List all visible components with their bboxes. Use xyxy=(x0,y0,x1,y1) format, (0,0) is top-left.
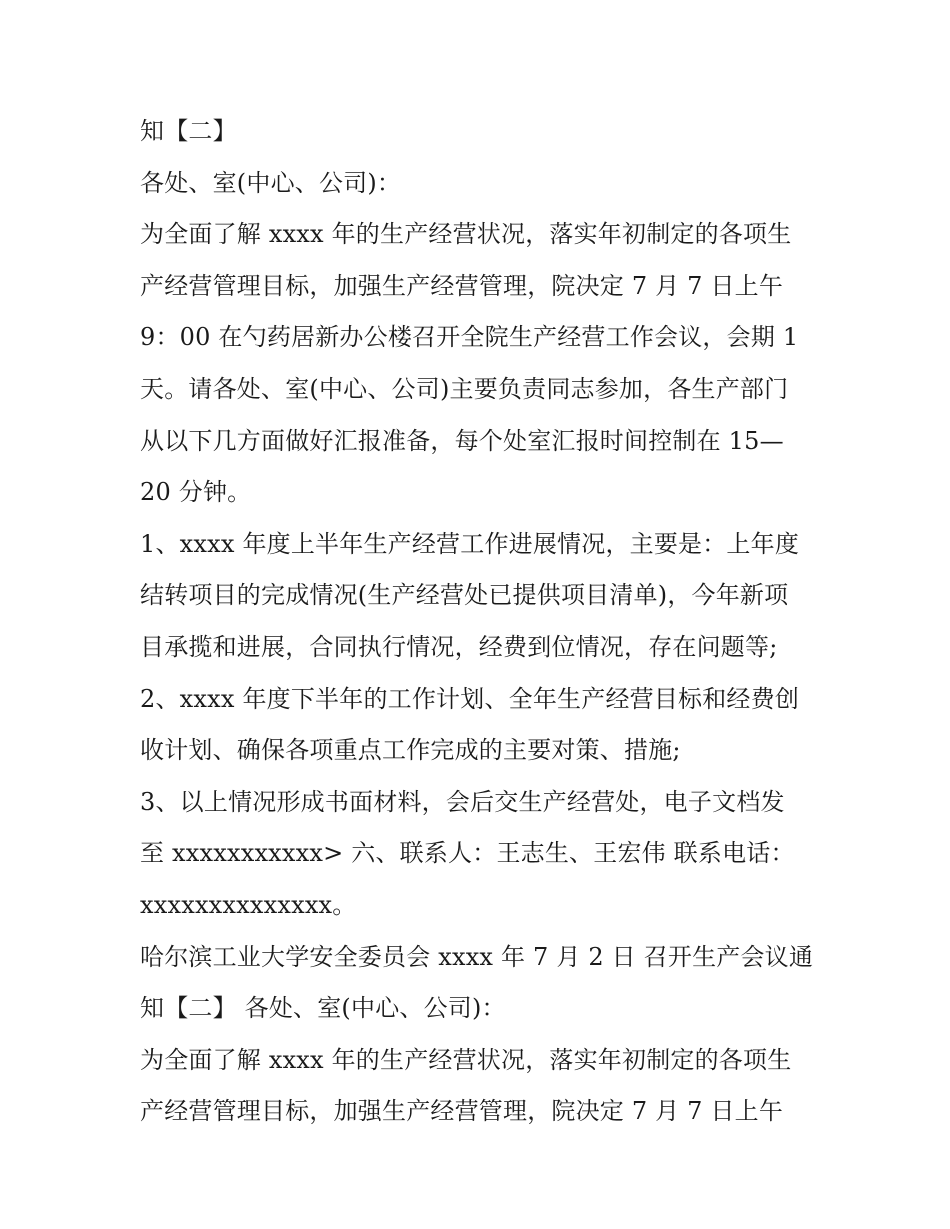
text-line: 为全面了解 xxxx 年的生产经营状况，落实年初制定的各项生 xyxy=(140,220,792,249)
text-line: 至 xxxxxxxxxxx> 六、联系人：王志生、王宏伟 联系电话： xyxy=(140,839,795,868)
text-line: 结转项目的完成情况(生产经营处已提供项目清单)，今年新项 xyxy=(140,581,789,610)
document-body xyxy=(140,106,820,1138)
text-line: 天。请各处、室(中心、公司)主要负责同志参加，各生产部门 xyxy=(140,374,789,403)
text-line: 目承揽和进展，合同执行情况，经费到位情况，存在问题等; xyxy=(140,632,778,661)
text-line: 20 分钟。 xyxy=(140,478,252,507)
text-line: 1、xxxx 年度上半年生产经营工作进展情况，主要是：上年度 xyxy=(140,529,800,558)
text-line: xxxxxxxxxxxxxx。 xyxy=(140,890,357,919)
text-line: 知【二】 各处、室(中心、公司)： xyxy=(140,994,506,1023)
text-line: 为全面了解 xxxx 年的生产经营状况，落实年初制定的各项生 xyxy=(140,1045,792,1074)
text-line: 各处、室(中心、公司)： xyxy=(140,168,402,197)
text-line: 知【二】 xyxy=(140,117,237,145)
text-line: 产经营管理目标，加强生产经营管理，院决定 7 月 7 日上午 xyxy=(140,1097,784,1126)
text-line: 3、以上情况形成书面材料，会后交生产经营处，电子文档发 xyxy=(140,787,785,816)
text-line: 哈尔滨工业大学安全委员会 xxxx 年 7 月 2 日 召开生产会议通 xyxy=(140,942,814,971)
text-line: 收计划、确保各项重点工作完成的主要对策、措施; xyxy=(140,736,681,765)
text-line: 9：00 在勺药居新办公楼召开全院生产经营工作会议，会期 1 xyxy=(140,323,799,352)
text-line: 产经营管理目标，加强生产经营管理，院决定 7 月 7 日上午 xyxy=(140,271,784,300)
text-line: 从以下几方面做好汇报准备，每个处室汇报时间控制在 15— xyxy=(140,426,784,455)
text-line: 2、xxxx 年度下半年的工作计划、全年生产经营目标和经费创 xyxy=(140,684,800,713)
